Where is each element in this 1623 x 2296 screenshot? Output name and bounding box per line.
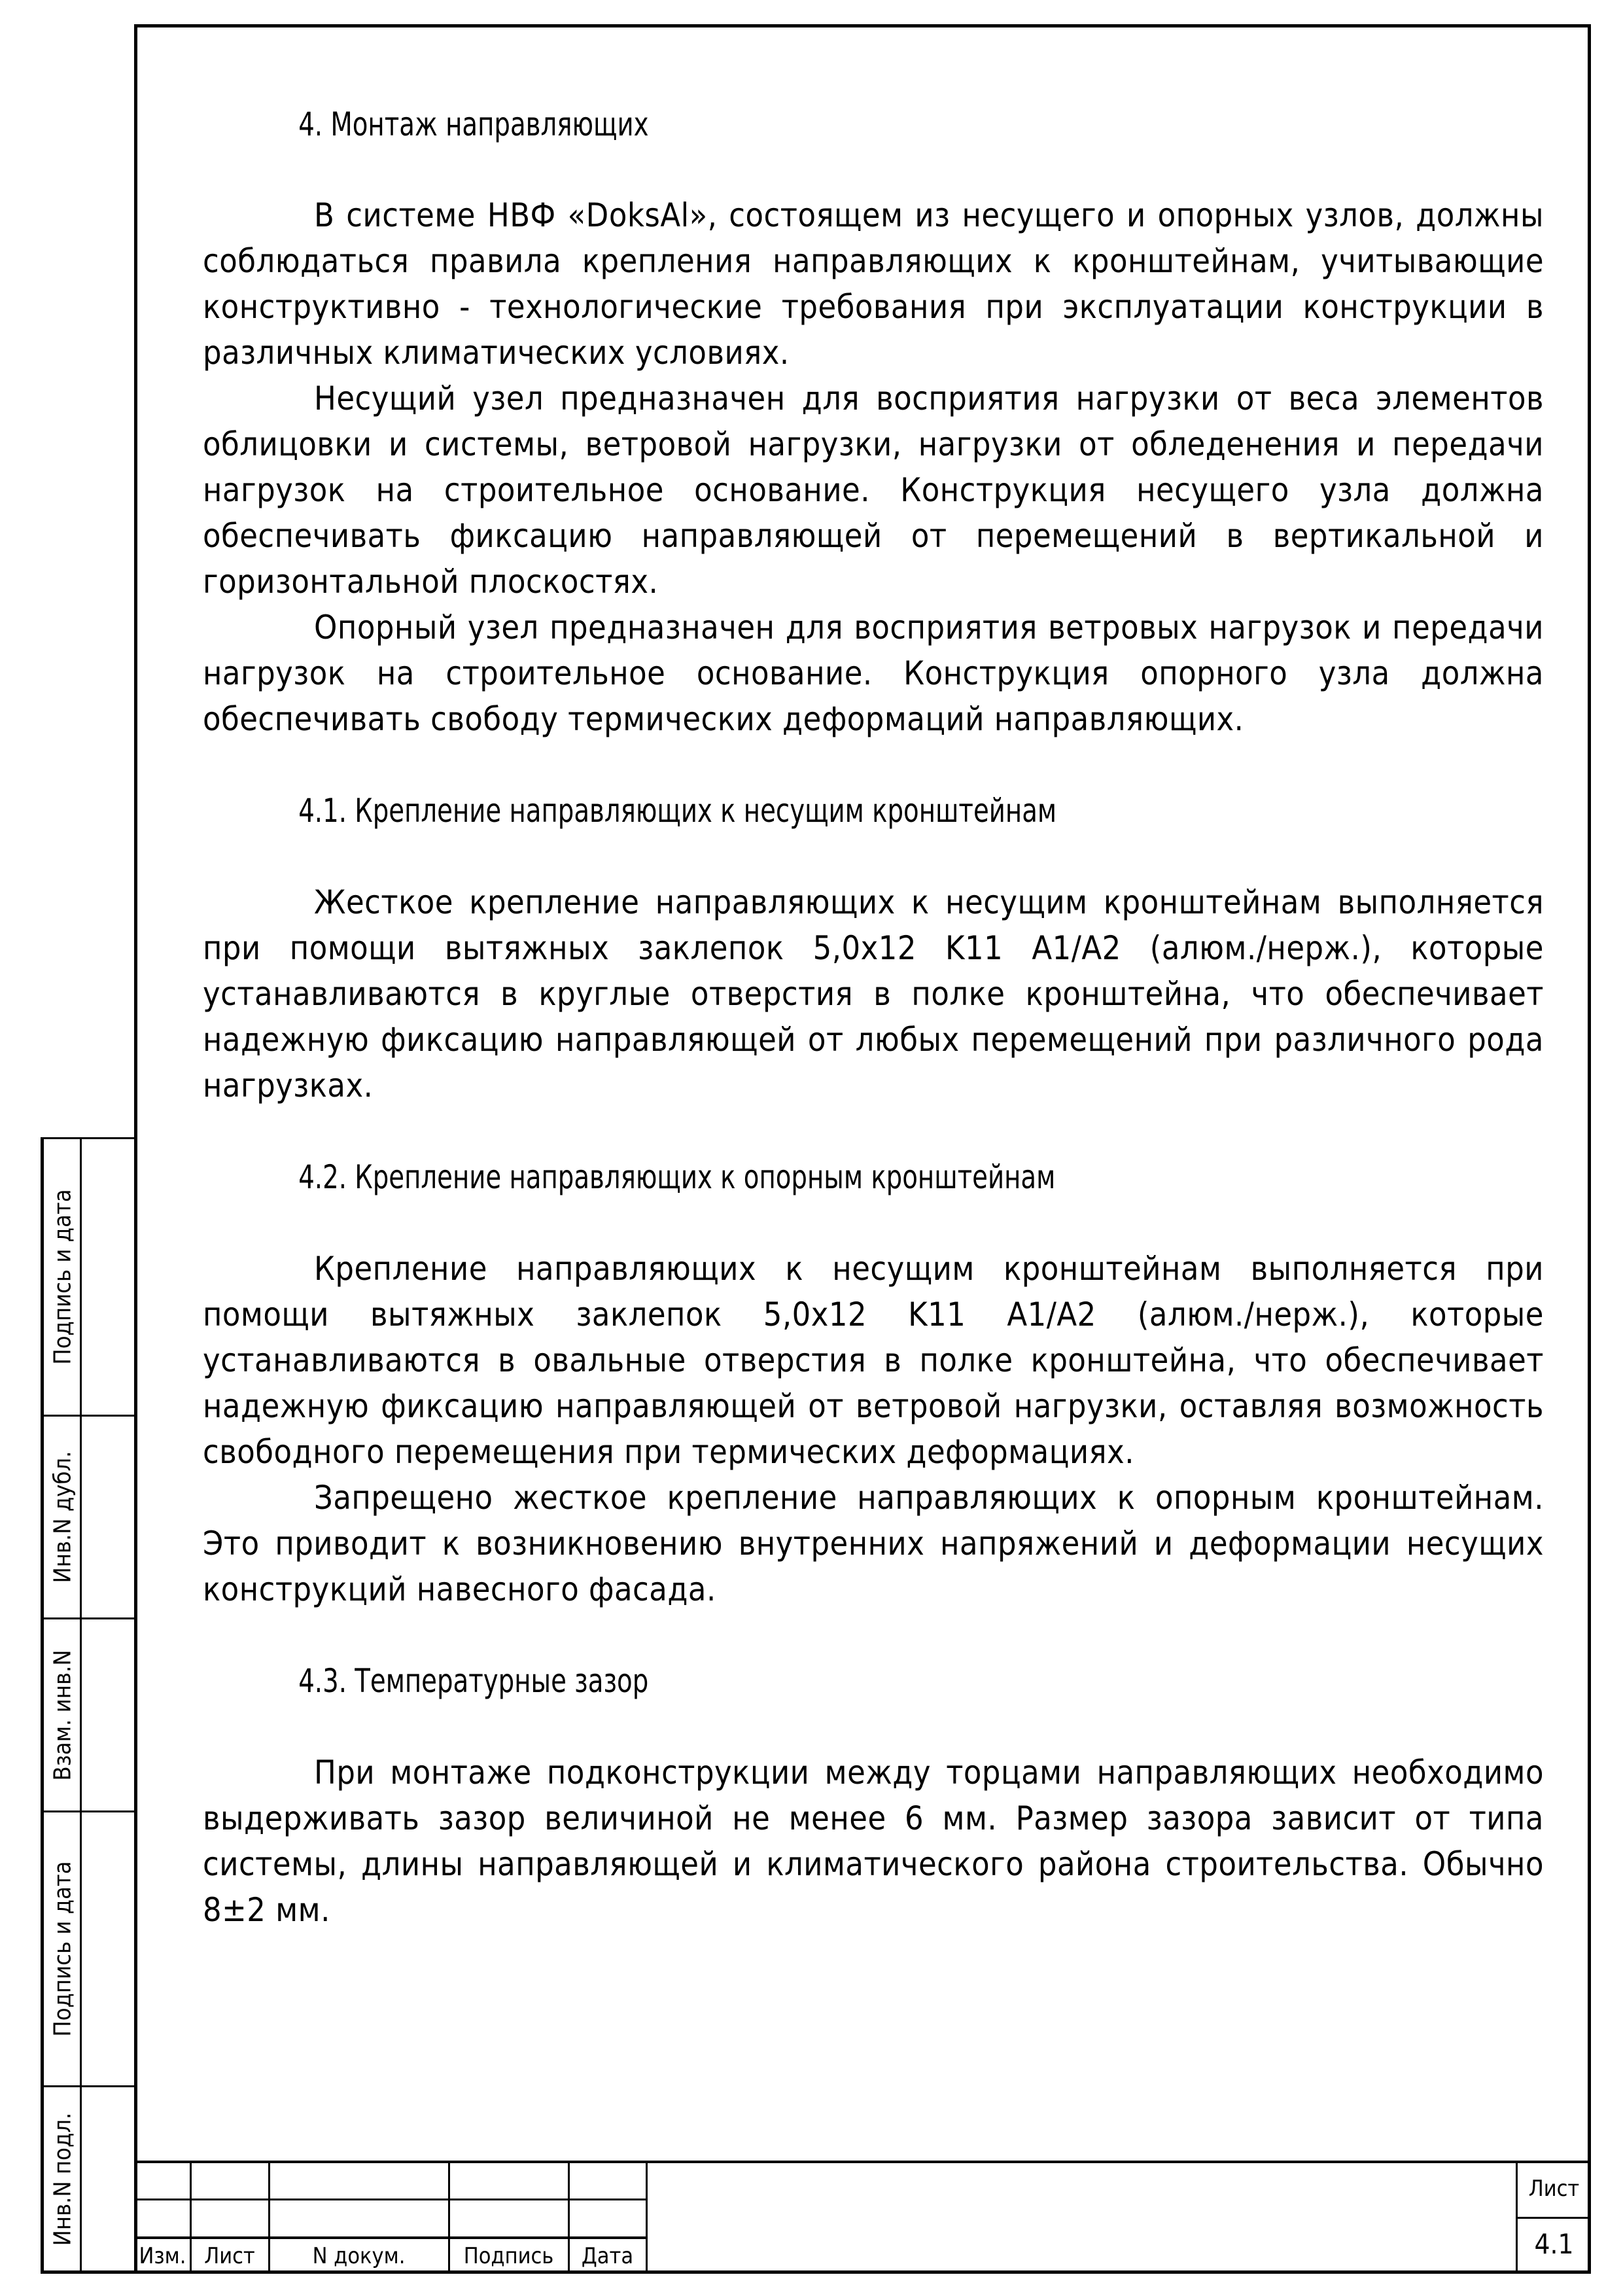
side-label: Инв.N дубл.: [49, 1451, 77, 1583]
side-label: Взам. инв.N: [49, 1649, 77, 1781]
subsection-4-2-paragraph-1: Крепление направляющих к несущим кронштейнам выполняется при помощи вытяжных заклепок 5,0x12 K11 A1/A2 (алюм./нерж.), которые устанавливаются в овальные отверстия в полке кронштейна, что обеспечивает надежную фиксацию направляющей от ветровой нагрузки, оставляя возможность свободного перемещения при термических деформациях.: [203, 1250, 1544, 1471]
title-block-top-line: [134, 2161, 1591, 2163]
subsection-title-4-3: 4.3. Температурные зазор: [298, 1662, 649, 1700]
section-title: 4. Монтаж направляющих: [298, 105, 649, 143]
subsection-title-4-2: 4.2. Крепление направляющих к опорным кронштейнам: [298, 1158, 1056, 1196]
side-strip-cell-signature-date-2: [41, 1812, 134, 2087]
subsection-4-2-paragraph-2: Запрещено жесткое крепление направляющих к опорным кронштейнам. Это приводит к возникновению внутренних напряжений и деформации несущих конструкций навесного фасада.: [203, 1479, 1544, 1608]
side-label: Подпись и дата: [49, 1861, 77, 2037]
document-body: [203, 92, 1544, 1933]
title-block-col-line: [646, 2161, 648, 2274]
col-label-signature: Подпись: [463, 2243, 554, 2269]
col-label-list: Лист: [204, 2243, 255, 2269]
sheet-number: 4.1: [1534, 2228, 1574, 2260]
side-label: Инв.N подл.: [49, 2112, 77, 2246]
subsection-4-1-paragraph-1: Жесткое крепление направляющих к несущим кронштейнам выполняется при помощи вытяжных заклепок 5,0x12 K11 A1/A2 (алюм./нерж.), которые устанавливаются в круглые отверстия в полке кронштейна, что обеспечивает надежную фиксацию направляющей от любых перемещений при различного рода нагрузках.: [203, 883, 1544, 1104]
sheet-label: Лист: [1528, 2176, 1580, 2202]
side-strip-cell-replace-inv: [41, 1619, 134, 1812]
subsection-4-3-paragraph-1: При монтаже подконструкции между торцами направляющих необходимо выдерживать зазор величиной не менее 6 мм. Размер зазора зависит от типа системы, длины направляющей и климатического района строительства. Обычно 8±2 мм.: [203, 1754, 1544, 1929]
col-label-izm: Изм.: [139, 2243, 186, 2269]
intro-paragraph-2: Несущий узел предназначен для восприятия нагрузки от веса элементов облицовки и системы, ветровой нагрузки, нагрузки от обледенения и передачи нагрузок на строительное основание. Конструкция несущего узла должна обеспечивать фиксацию направляющей от перемещений в вертикальной и горизонтальной плоскостях.: [203, 380, 1544, 601]
side-label: Подпись и дата: [49, 1189, 77, 1365]
side-strip-cell-inv-dup: [41, 1417, 134, 1619]
subsection-title-4-1: 4.1. Крепление направляющих к несущим кронштейнам: [298, 792, 1057, 830]
sheet-box-divider: [1516, 2217, 1591, 2219]
intro-paragraph-3: Опорный узел предназначен для восприятия ветровых нагрузок и передачи нагрузок на строительное основание. Конструкция опорного узла должна обеспечивать свободу термических деформаций направляющих.: [203, 609, 1544, 738]
side-strip-cell-signature-date-1: [41, 1137, 134, 1417]
intro-paragraph-1: В системе НВФ «DoksAl», состоящем из несущего и опорных узлов, должны соблюдаться правила крепления направляющих к кронштейнам, учитывающие конструктивно - технологические требования при эксплуатации конструкции в различных климатических условиях.: [203, 196, 1544, 372]
col-label-doc-number: N докум.: [312, 2243, 406, 2269]
col-label-date: Дата: [581, 2243, 634, 2269]
side-strip-cell-inv-orig: [41, 2087, 134, 2274]
